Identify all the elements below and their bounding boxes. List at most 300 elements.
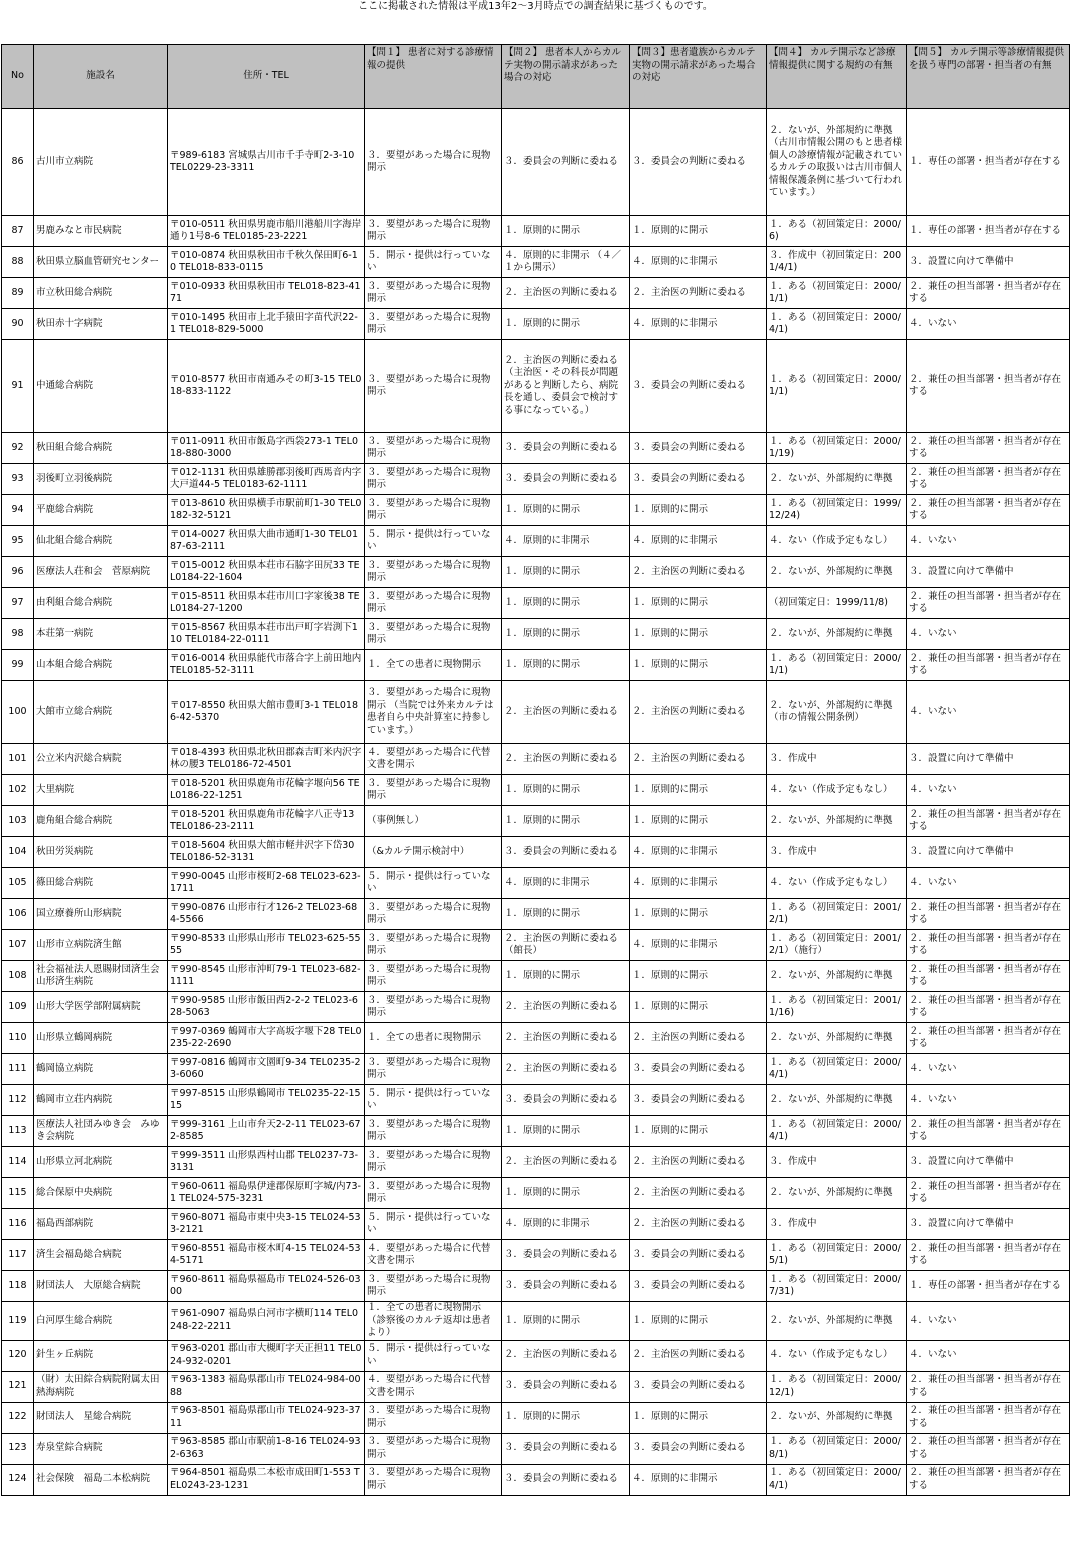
q2-answer: ２．主治医の判断に委ねる [502, 744, 630, 775]
facility-name: 国立療養所山形病院 [34, 899, 168, 930]
address-tel: 〒990-0045 山形市桜町2-68 TEL023-623-1711 [168, 868, 365, 899]
q2-answer: １．原則的に開示 [502, 1178, 630, 1209]
q4-answer: ２．ないが、外部規約に準拠 [767, 1302, 907, 1341]
table-row [2, 1023, 1070, 1054]
q4-answer: ４．ない（作成予定もなし） [767, 868, 907, 899]
q1-answer: ５．開示・提供は行っていない [365, 1085, 502, 1116]
row-no: 93 [2, 464, 34, 495]
q3-answer: ４．原則的に非開示 [630, 526, 767, 557]
q5-answer: ２．兼任の担当部署・担当者が存在する [907, 930, 1070, 961]
q5-answer: ３．設置に向けて準備中 [907, 247, 1070, 278]
q2-answer: ３．委員会の判断に委ねる [502, 837, 630, 868]
facility-name: 財団法人 大原総合病院 [34, 1271, 168, 1302]
address-tel: 〒012-1131 秋田県雄勝郡羽後町西馬音内字大戸道44-5 TEL0183-62-1111 [168, 464, 365, 495]
row-no: 98 [2, 619, 34, 650]
q1-answer: ３．要望があった場合に現物開示 （当院では外来カルテは患者自ら中央計算室に持参しています。） [365, 681, 502, 744]
header-q4: 【問４】 カルテ開示など診療情報提供に関する規約の有無 [767, 45, 907, 109]
q2-answer: １．原則的に開示 [502, 775, 630, 806]
q5-answer: ２．兼任の担当部署・担当者が存在する [907, 1371, 1070, 1402]
q1-answer: ３．要望があった場合に現物開示 [365, 775, 502, 806]
row-no: 117 [2, 1240, 34, 1271]
address-tel: 〒010-0933 秋田県秋田市 TEL018-823-4171 [168, 278, 365, 309]
facility-name: 白河厚生総合病院 [34, 1302, 168, 1341]
row-no: 87 [2, 216, 34, 247]
q3-answer: ２．主治医の判断に委ねる [630, 1209, 767, 1240]
table-body [2, 109, 1070, 1496]
q5-answer: ２．兼任の担当部署・担当者が存在する [907, 1178, 1070, 1209]
address-tel: 〒010-0511 秋田県男鹿市船川港船川字海岸通り1号8-6 TEL0185-23-2221 [168, 216, 365, 247]
facility-name: 山本組合総合病院 [34, 650, 168, 681]
q1-answer: ５．開示・提供は行っていない [365, 526, 502, 557]
q2-answer: １．原則的に開示 [502, 1116, 630, 1147]
q4-answer: １．ある（初回策定日：2000/4/1) [767, 1464, 907, 1495]
facility-name: 羽後町立羽後病院 [34, 464, 168, 495]
row-no: 100 [2, 681, 34, 744]
address-tel: 〒961-0907 福島県白河市字横町114 TEL0248-22-2211 [168, 1302, 365, 1341]
address-tel: 〒015-8511 秋田県本荘市川口字家後38 TEL0184-27-1200 [168, 588, 365, 619]
q5-answer: ４．いない [907, 1340, 1070, 1371]
row-no: 111 [2, 1054, 34, 1085]
q5-answer: ３．設置に向けて準備中 [907, 1209, 1070, 1240]
row-no: 114 [2, 1147, 34, 1178]
q4-answer: ３．作成中 [767, 837, 907, 868]
q4-answer: ２．ないが、外部規約に準拠 [767, 1023, 907, 1054]
q5-answer: ３．設置に向けて準備中 [907, 1147, 1070, 1178]
table-row [2, 309, 1070, 340]
q3-answer: ３．委員会の判断に委ねる [630, 340, 767, 433]
q1-answer: （事例無し） [365, 806, 502, 837]
q4-answer: １．ある（初回策定日：2000/8/1) [767, 1433, 907, 1464]
q5-answer: １．専任の部署・担当者が存在する [907, 216, 1070, 247]
q5-answer: ４．いない [907, 309, 1070, 340]
table-row [2, 1178, 1070, 1209]
q5-answer: ２．兼任の担当部署・担当者が存在する [907, 1023, 1070, 1054]
q5-answer: ２．兼任の担当部署・担当者が存在する [907, 1116, 1070, 1147]
row-no: 101 [2, 744, 34, 775]
facility-name: 男鹿みなと市民病院 [34, 216, 168, 247]
row-no: 121 [2, 1371, 34, 1402]
q4-answer: １．ある（初回策定日：2000/4/1) [767, 1054, 907, 1085]
address-tel: 〒963-1383 福島県郡山市 TEL024-984-0088 [168, 1371, 365, 1402]
q4-answer: ２．ないが、外部規約に準拠 [767, 1178, 907, 1209]
table-row [2, 899, 1070, 930]
row-no: 115 [2, 1178, 34, 1209]
address-tel: 〒010-1495 秋田市上北手猿田字苗代沢22-1 TEL018-829-5000 [168, 309, 365, 340]
q4-answer: １．ある（初回策定日：2000/1/1) [767, 278, 907, 309]
q2-answer: ２．主治医の判断に委ねる [502, 1023, 630, 1054]
facility-name: 秋田県立脳血管研究センター [34, 247, 168, 278]
q1-answer: ３．要望があった場合に現物開示 [365, 109, 502, 216]
facility-name: 山形県立河北病院 [34, 1147, 168, 1178]
header-row [2, 45, 1070, 109]
q2-answer: ４．原則的に非開示 （４／１から開示） [502, 247, 630, 278]
q3-answer: ２．主治医の判断に委ねる [630, 1023, 767, 1054]
table-row [2, 1271, 1070, 1302]
facility-name: 山形県立鶴岡病院 [34, 1023, 168, 1054]
row-no: 110 [2, 1023, 34, 1054]
address-tel: 〒014-0027 秋田県大曲市通町1-30 TEL0187-63-2111 [168, 526, 365, 557]
q1-answer: ３．要望があった場合に現物開示 [365, 961, 502, 992]
q4-answer: ２．ないが、外部規約に準拠 [767, 1085, 907, 1116]
row-no: 116 [2, 1209, 34, 1240]
q1-answer: ３．要望があった場合に現物開示 [365, 1116, 502, 1147]
q4-answer: ２．ないが、外部規約に準拠 [767, 557, 907, 588]
header-address-tel: 住所・TEL [168, 45, 365, 109]
q3-answer: ３．委員会の判断に委ねる [630, 1085, 767, 1116]
facility-name: 由利組合総合病院 [34, 588, 168, 619]
q1-answer: ３．要望があった場合に現物開示 [365, 1054, 502, 1085]
facility-name: 公立米内沢総合病院 [34, 744, 168, 775]
row-no: 86 [2, 109, 34, 216]
q4-answer: １．ある（初回策定日：2000/1/1) [767, 650, 907, 681]
q1-answer: ３．要望があった場合に現物開示 [365, 619, 502, 650]
q3-answer: ４．原則的に非開示 [630, 930, 767, 961]
row-no: 103 [2, 806, 34, 837]
address-tel: 〒018-5201 秋田県鹿角市花輪字八正寺13 TEL0186-23-2111 [168, 806, 365, 837]
q2-answer: １．原則的に開示 [502, 650, 630, 681]
table-row [2, 557, 1070, 588]
table-row [2, 1340, 1070, 1371]
q3-answer: ３．委員会の判断に委ねる [630, 464, 767, 495]
q4-answer: １．ある（初回策定日：2000/4/1) [767, 1116, 907, 1147]
q2-answer: １．原則的に開示 [502, 495, 630, 526]
q4-answer: （初回策定日：1999/11/8) [767, 588, 907, 619]
q1-answer: ５．開示・提供は行っていない [365, 1340, 502, 1371]
q2-answer: ３．委員会の判断に委ねる [502, 1464, 630, 1495]
table-row [2, 744, 1070, 775]
q2-answer: １．原則的に開示 [502, 899, 630, 930]
q3-answer: ２．主治医の判断に委ねる [630, 1178, 767, 1209]
q4-answer: １．ある（初回策定日：2000/1/1) [767, 340, 907, 433]
q1-answer: （&カルテ開示検討中） [365, 837, 502, 868]
facility-name: 大里病院 [34, 775, 168, 806]
address-tel: 〒990-8545 山形市沖町79-1 TEL023-682-1111 [168, 961, 365, 992]
row-no: 120 [2, 1340, 34, 1371]
row-no: 105 [2, 868, 34, 899]
address-tel: 〒016-0014 秋田県能代市落合字上前田地内 TEL0185-52-3111 [168, 650, 365, 681]
q5-answer: ４．いない [907, 681, 1070, 744]
row-no: 124 [2, 1464, 34, 1495]
q2-answer: ２．主治医の判断に委ねる [502, 278, 630, 309]
address-tel: 〒015-0012 秋田県本荘市石脇字田尻33 TEL0184-22-1604 [168, 557, 365, 588]
table-row [2, 681, 1070, 744]
q5-answer: ２．兼任の担当部署・担当者が存在する [907, 650, 1070, 681]
q2-answer: ３．委員会の判断に委ねる [502, 464, 630, 495]
q1-answer: ３．要望があった場合に現物開示 [365, 495, 502, 526]
q4-answer: ２．ないが、外部規約に準拠 [767, 464, 907, 495]
q3-answer: １．原則的に開示 [630, 961, 767, 992]
q5-answer: ２．兼任の担当部署・担当者が存在する [907, 1240, 1070, 1271]
q2-answer: １．原則的に開示 [502, 1302, 630, 1341]
facility-name: 医療法人社団みゆき会 みゆき会病院 [34, 1116, 168, 1147]
survey-notice: ここに掲載された情報は平成13年2～3月時点での調査結果に基づくものです。 [358, 1, 713, 12]
q3-answer: ２．主治医の判断に委ねる [630, 278, 767, 309]
facility-name: 山形大学医学部附属病院 [34, 992, 168, 1023]
q5-answer: ２．兼任の担当部署・担当者が存在する [907, 1402, 1070, 1433]
address-tel: 〒963-8501 福島県郡山市 TEL024-923-3711 [168, 1402, 365, 1433]
facility-name: 医療法人荘和会 菅原病院 [34, 557, 168, 588]
q4-answer: ２．ないが、外部規約に準拠 [767, 961, 907, 992]
q2-answer: ２．主治医の判断に委ねる [502, 992, 630, 1023]
facility-name: 寿泉堂綜合病院 [34, 1433, 168, 1464]
q3-answer: ３．委員会の判断に委ねる [630, 1240, 767, 1271]
q3-answer: １．原則的に開示 [630, 495, 767, 526]
facility-name: 福島西部病院 [34, 1209, 168, 1240]
q2-answer: １．原則的に開示 [502, 557, 630, 588]
row-no: 88 [2, 247, 34, 278]
q5-answer: ４．いない [907, 526, 1070, 557]
row-no: 90 [2, 309, 34, 340]
q2-answer: ３．委員会の判断に委ねる [502, 1085, 630, 1116]
table-row [2, 806, 1070, 837]
table-row [2, 1085, 1070, 1116]
row-no: 91 [2, 340, 34, 433]
q5-answer: ２．兼任の担当部署・担当者が存在する [907, 961, 1070, 992]
facility-name: 秋田赤十字病院 [34, 309, 168, 340]
q3-answer: ３．委員会の判断に委ねる [630, 433, 767, 464]
q3-answer: １．原則的に開示 [630, 1402, 767, 1433]
row-no: 94 [2, 495, 34, 526]
q3-answer: １．原則的に開示 [630, 775, 767, 806]
q5-answer: ２．兼任の担当部署・担当者が存在する [907, 464, 1070, 495]
q4-answer: ３．作成中（初回策定日：2001/4/1) [767, 247, 907, 278]
q2-answer: １．原則的に開示 [502, 309, 630, 340]
address-tel: 〒960-0611 福島県伊達郡保原町字城/内73-1 TEL024-575-3231 [168, 1178, 365, 1209]
address-tel: 〒018-4393 秋田県北秋田郡森吉町米内沢字林の腰3 TEL0186-72-4501 [168, 744, 365, 775]
facility-name: 平鹿総合病院 [34, 495, 168, 526]
q1-answer: ３．要望があった場合に現物開示 [365, 557, 502, 588]
q2-answer: １．原則的に開示 [502, 619, 630, 650]
facility-name: 鹿角組合総合病院 [34, 806, 168, 837]
q4-answer: ４．ない（作成予定もなし） [767, 1340, 907, 1371]
q5-answer: ２．兼任の担当部署・担当者が存在する [907, 278, 1070, 309]
q1-answer: ３．要望があった場合に現物開示 [365, 309, 502, 340]
q1-answer: ３．要望があった場合に現物開示 [365, 340, 502, 433]
table-row [2, 992, 1070, 1023]
q5-answer: ４．いない [907, 1085, 1070, 1116]
row-no: 118 [2, 1271, 34, 1302]
q3-answer: ２．主治医の判断に委ねる [630, 681, 767, 744]
q2-answer: ４．原則的に非開示 [502, 526, 630, 557]
q5-answer: ２．兼任の担当部署・担当者が存在する [907, 495, 1070, 526]
q4-answer: ３．作成中 [767, 1209, 907, 1240]
q4-answer: ３．作成中 [767, 1147, 907, 1178]
facility-name: 財団法人 星総合病院 [34, 1402, 168, 1433]
facility-name: 秋田労災病院 [34, 837, 168, 868]
q2-answer: ２．主治医の判断に委ねる [502, 1147, 630, 1178]
row-no: 104 [2, 837, 34, 868]
q2-answer: ２．主治医の判断に委ねる （館長） [502, 930, 630, 961]
facility-name: （財）太田綜合病院附属太田熱海病院 [34, 1371, 168, 1402]
table-row [2, 837, 1070, 868]
q4-answer: １．ある（初回策定日：2001/1/16) [767, 992, 907, 1023]
q1-answer: ５．開示・提供は行っていない [365, 247, 502, 278]
facility-name: 鶴岡協立病院 [34, 1054, 168, 1085]
q4-answer: ２．ないが、外部規約に準拠 [767, 806, 907, 837]
q5-answer: ２．兼任の担当部署・担当者が存在する [907, 340, 1070, 433]
q4-answer: ２．ないが、外部規約に準拠 [767, 619, 907, 650]
q5-answer: １．専任の部署・担当者が存在する [907, 1271, 1070, 1302]
q3-answer: ４．原則的に非開示 [630, 837, 767, 868]
q2-answer: ２．主治医の判断に委ねる [502, 681, 630, 744]
q2-answer: １．原則的に開示 [502, 961, 630, 992]
row-no: 119 [2, 1302, 34, 1341]
q2-answer: ３．委員会の判断に委ねる [502, 109, 630, 216]
q5-answer: ２．兼任の担当部署・担当者が存在する [907, 1433, 1070, 1464]
address-tel: 〒018-5201 秋田県鹿角市花輪字堰向56 TEL0186-22-1251 [168, 775, 365, 806]
q1-answer: ３．要望があった場合に現物開示 [365, 1464, 502, 1495]
q5-answer: ２．兼任の担当部署・担当者が存在する [907, 806, 1070, 837]
table-row [2, 278, 1070, 309]
q5-answer: ２．兼任の担当部署・担当者が存在する [907, 1464, 1070, 1495]
q1-answer: ４．要望があった場合に代替文書を開示 [365, 1240, 502, 1271]
row-no: 89 [2, 278, 34, 309]
facility-name: 本荘第一病院 [34, 619, 168, 650]
q4-answer: １．ある（初回策定日：2001/2/1) [767, 899, 907, 930]
q2-answer: ２．主治医の判断に委ねる （主治医・その科長が問題があると判断したら、病院長を通し、委員会で検討する事になっている。） [502, 340, 630, 433]
table-row [2, 868, 1070, 899]
address-tel: 〒997-0816 鶴岡市文園町9-34 TEL0235-23-6060 [168, 1054, 365, 1085]
table-row [2, 1147, 1070, 1178]
address-tel: 〒963-0201 郡山市大槻町字天正担11 TEL024-932-0201 [168, 1340, 365, 1371]
q3-answer: １．原則的に開示 [630, 619, 767, 650]
q3-answer: ３．委員会の判断に委ねる [630, 1054, 767, 1085]
row-no: 95 [2, 526, 34, 557]
q5-answer: ４．いない [907, 619, 1070, 650]
q2-answer: ３．委員会の判断に委ねる [502, 433, 630, 464]
address-tel: 〒017-8550 秋田県大館市豊町3-1 TEL0186-42-5370 [168, 681, 365, 744]
address-tel: 〒990-8533 山形県山形市 TEL023-625-5555 [168, 930, 365, 961]
q2-answer: ２．主治医の判断に委ねる [502, 1054, 630, 1085]
row-no: 112 [2, 1085, 34, 1116]
row-no: 96 [2, 557, 34, 588]
q3-answer: １．原則的に開示 [630, 899, 767, 930]
address-tel: 〒010-8577 秋田市南通みその町3-15 TEL018-833-1122 [168, 340, 365, 433]
address-tel: 〒011-0911 秋田市飯島字西袋273-1 TEL018-880-3000 [168, 433, 365, 464]
table-row [2, 1240, 1070, 1271]
q3-answer: １．原則的に開示 [630, 992, 767, 1023]
q1-answer: ５．開示・提供は行っていない [365, 1209, 502, 1240]
facility-name: 済生会福島総合病院 [34, 1240, 168, 1271]
q3-answer: ２．主治医の判断に委ねる [630, 744, 767, 775]
q3-answer: ２．主治医の判断に委ねる [630, 1147, 767, 1178]
q1-answer: ３．要望があった場合に現物開示 [365, 433, 502, 464]
q2-answer: １．原則的に開示 [502, 588, 630, 619]
q4-answer: １．ある（初回策定日：1999/12/24) [767, 495, 907, 526]
table-row [2, 216, 1070, 247]
q4-answer: １．ある（初回策定日：2000/5/1) [767, 1240, 907, 1271]
q3-answer: １．原則的に開示 [630, 650, 767, 681]
q2-answer: ３．委員会の判断に委ねる [502, 1240, 630, 1271]
q3-answer: ４．原則的に非開示 [630, 247, 767, 278]
q4-answer: １．ある（初回策定日：2000/7/31) [767, 1271, 907, 1302]
table-row [2, 930, 1070, 961]
q4-answer: １．ある（初回策定日：2000/4/1) [767, 309, 907, 340]
q1-answer: ３．要望があった場合に現物開示 [365, 278, 502, 309]
row-no: 108 [2, 961, 34, 992]
q5-answer: ３．設置に向けて準備中 [907, 837, 1070, 868]
q5-answer: ２．兼任の担当部署・担当者が存在する [907, 588, 1070, 619]
q5-answer: ３．設置に向けて準備中 [907, 557, 1070, 588]
address-tel: 〒999-3511 山形県西村山郡 TEL0237-73-3131 [168, 1147, 365, 1178]
q3-answer: ４．原則的に非開示 [630, 868, 767, 899]
address-tel: 〒018-5604 秋田県大館市軽井沢字下岱30 TEL0186-52-3131 [168, 837, 365, 868]
table-row [2, 1464, 1070, 1495]
header-no: No [2, 45, 34, 109]
q3-answer: １．原則的に開示 [630, 1302, 767, 1341]
q1-answer: ３．要望があった場合に現物開示 [365, 1147, 502, 1178]
table-row [2, 247, 1070, 278]
q5-answer: ４．いない [907, 775, 1070, 806]
q5-answer: ２．兼任の担当部署・担当者が存在する [907, 992, 1070, 1023]
facility-name: 大館市立総合病院 [34, 681, 168, 744]
q4-answer: ２．ないが、外部規約に準拠 （市の情報公開条例） [767, 681, 907, 744]
table-row [2, 495, 1070, 526]
address-tel: 〒997-0369 鶴岡市大字高坂字堰下28 TEL0235-22-2690 [168, 1023, 365, 1054]
row-no: 92 [2, 433, 34, 464]
address-tel: 〒990-9585 山形市飯田西2-2-2 TEL023-628-5063 [168, 992, 365, 1023]
row-no: 102 [2, 775, 34, 806]
q5-answer: ２．兼任の担当部署・担当者が存在する [907, 899, 1070, 930]
q5-answer: ４．いない [907, 1302, 1070, 1341]
q1-answer: ３．要望があった場合に現物開示 [365, 1433, 502, 1464]
q4-answer: ４．ない（作成予定もなし） [767, 775, 907, 806]
q1-answer: ５．開示・提供は行っていない [365, 868, 502, 899]
row-no: 122 [2, 1402, 34, 1433]
header-q3: 【問３】患者遺族からカルテ実物の開示請求があった場合の対応 [630, 45, 767, 109]
facility-name: 仙北組合総合病院 [34, 526, 168, 557]
q4-answer: １．ある（初回策定日：2001/2/1）（施行） [767, 930, 907, 961]
address-tel: 〒990-0876 山形市行才126-2 TEL023-684-5566 [168, 899, 365, 930]
q4-answer: １．ある（初回策定日：2000/12/1) [767, 1371, 907, 1402]
facility-name: 総合保原中央病院 [34, 1178, 168, 1209]
q3-answer: ４．原則的に非開示 [630, 309, 767, 340]
q3-answer: ３．委員会の判断に委ねる [630, 1271, 767, 1302]
q5-answer: ３．設置に向けて準備中 [907, 744, 1070, 775]
q2-answer: ３．委員会の判断に委ねる [502, 1271, 630, 1302]
table-row [2, 464, 1070, 495]
q3-answer: ２．主治医の判断に委ねる [630, 1340, 767, 1371]
table-row [2, 1116, 1070, 1147]
address-tel: 〒989-6183 宮城県古川市千手寺町2-3-10 TEL0229-23-3311 [168, 109, 365, 216]
q1-answer: ３．要望があった場合に現物開示 [365, 216, 502, 247]
address-tel: 〒997-8515 山形県鶴岡市 TEL0235-22-1515 [168, 1085, 365, 1116]
address-tel: 〒960-8551 福島市桜木町4-15 TEL024-534-5171 [168, 1240, 365, 1271]
row-no: 97 [2, 588, 34, 619]
header-q2: 【問２】 患者本人からカルテ実物の開示請求があった場合の対応 [502, 45, 630, 109]
q4-answer: １．ある（初回策定日：2000/1/19) [767, 433, 907, 464]
q3-answer: ３．委員会の判断に委ねる [630, 109, 767, 216]
q2-answer: ４．原則的に非開示 [502, 868, 630, 899]
address-tel: 〒964-8501 福島県二本松市成田町1-553 TEL0243-23-1231 [168, 1464, 365, 1495]
address-tel: 〒960-8611 福島県福島市 TEL024-526-0300 [168, 1271, 365, 1302]
table-row [2, 1402, 1070, 1433]
table-row [2, 1209, 1070, 1240]
q2-answer: １．原則的に開示 [502, 806, 630, 837]
row-no: 106 [2, 899, 34, 930]
q1-answer: １．全ての患者に現物開示 （診察後のカルテ返却は患者より） [365, 1302, 502, 1341]
facility-name: 針生ヶ丘病院 [34, 1340, 168, 1371]
row-no: 113 [2, 1116, 34, 1147]
q2-answer: ２．主治医の判断に委ねる [502, 1340, 630, 1371]
q1-answer: １．全ての患者に現物開示 [365, 1023, 502, 1054]
q5-answer: ４．いない [907, 1054, 1070, 1085]
q3-answer: ４．原則的に非開示 [630, 1464, 767, 1495]
q3-answer: ３．委員会の判断に委ねる [630, 1371, 767, 1402]
facility-name: 中通総合病院 [34, 340, 168, 433]
facility-name: 市立秋田総合病院 [34, 278, 168, 309]
q1-answer: ３．要望があった場合に現物開示 [365, 992, 502, 1023]
